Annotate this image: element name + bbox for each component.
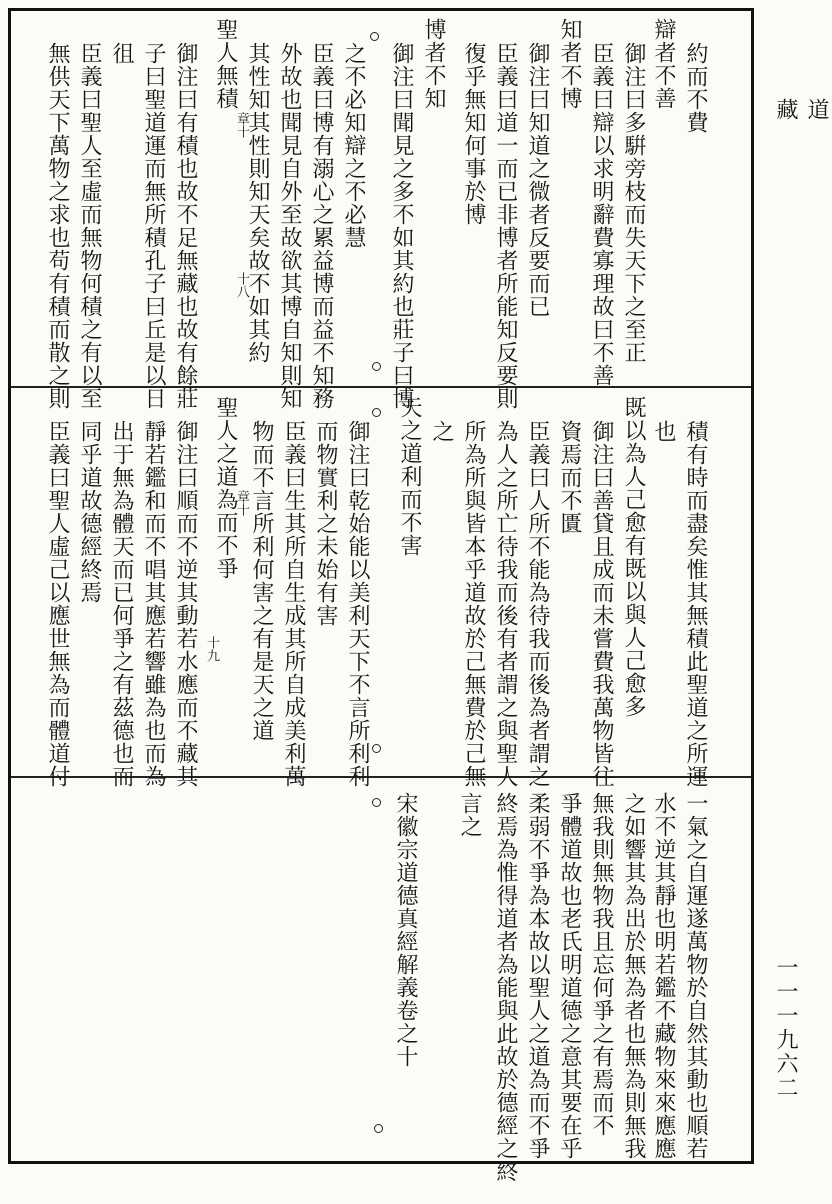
text-column: 終焉為惟得道者為能與此故於德經之終: [493, 792, 518, 1183]
text-column: 知者不博: [557, 18, 582, 110]
text-column: 博者不知: [421, 18, 446, 110]
text-column: 御注曰聞見之多不如其約也莊子曰博: [389, 42, 414, 410]
text-column: 臣義曰聖人至虛而無物何積之有以至: [77, 42, 102, 410]
text-column: 御注曰多騈旁枝而失天下之至正: [621, 42, 646, 364]
text-column: 水不逆其靜也明若鑑不藏物來來應應: [651, 792, 676, 1160]
circle-mark: [372, 744, 381, 753]
text-column: 既以為人己愈有既以與人己愈多: [621, 396, 646, 718]
text-column: 一氣之自運遂萬物於自然其動也順若: [683, 792, 708, 1160]
text-column: 也: [651, 420, 676, 443]
text-column: 所為所與皆本乎道故於己無費於己無: [461, 420, 486, 788]
text-column: 爭體道故也老氏明道德之意其要在乎: [557, 792, 582, 1160]
panel-divider: [11, 386, 751, 388]
text-column: 子曰聖道運而無所積孔子曰丘是以日: [141, 42, 166, 410]
text-column: 為人之所亡待我而後有者謂之與聖人: [493, 420, 518, 788]
text-column: 同乎道故德經終焉: [77, 420, 102, 604]
text-column: 無我則無物我且忘何爭之有焉而不: [589, 792, 614, 1137]
text-column: 徂: [109, 42, 134, 65]
text-column: 其性知其性則知天矣故不如其約: [245, 42, 270, 364]
circle-mark: [372, 408, 381, 417]
text-column: 臣義曰博有溺心之累益博而益不知務: [309, 42, 334, 410]
text-column: 御注曰有積也故不足無藏也故有餘莊: [173, 42, 198, 410]
text-column: 復乎無知何事於博: [461, 42, 486, 226]
text-column: 無供天下萬物之求也苟有積而散之則: [45, 42, 70, 410]
circle-mark: [374, 1124, 383, 1133]
text-column: 出于無為體天而已何爭之有茲德也而: [109, 420, 134, 788]
text-column: 外故也聞見自外至故欲其博自知則知: [277, 42, 302, 410]
chapter-note: 章十: [234, 112, 249, 138]
text-column: 柔弱不爭為本故以聖人之道為而不爭: [525, 792, 550, 1160]
text-column: 御注曰順而不逆其動若水應而不藏其: [173, 420, 198, 788]
circle-mark: [372, 798, 381, 807]
text-column: 御注曰乾始能以美利天下不言所利利: [345, 420, 370, 788]
text-column: 之如響其為出於無為者也無為則無我: [621, 792, 646, 1160]
circle-mark: [370, 32, 379, 41]
chapter-note: 章十: [234, 490, 249, 516]
text-column: 天之道利而不害: [397, 396, 422, 557]
text-column: 言之: [457, 792, 482, 838]
text-column: 聖人之道為而不爭: [213, 396, 238, 580]
chapter-note: 十八: [234, 272, 249, 298]
text-column: 物而不言所利何害之有是天之道: [249, 420, 274, 742]
text-column: 資焉而不匱: [557, 420, 582, 535]
text-column: 靜若鑑和而不唱其應若響雖為也而為: [141, 420, 166, 788]
text-column: 御注曰善貸且成而未嘗費我萬物皆往: [589, 420, 614, 788]
text-column: 臣義曰生其所自生成其所自成美利萬: [281, 420, 306, 788]
text-column: 御注曰知道之微者反要而已: [525, 42, 550, 318]
collection-title: 道藏: [773, 98, 829, 172]
page-number: 一一一九六二: [773, 956, 798, 1100]
text-column: 積有時而盡矣惟其無積此聖道之所運: [683, 420, 708, 788]
text-column: 約而不費: [683, 42, 708, 134]
text-column: 臣義曰辯以求明辭費寡理故曰不善: [589, 42, 614, 387]
text-column: 之: [429, 420, 454, 443]
text-column: 臣義曰人所不能為待我而後為者謂之: [525, 420, 550, 788]
text-column: 臣義曰聖人虛己以應世無為而體道付: [45, 420, 70, 788]
text-column: 聖人無積: [213, 18, 238, 110]
text-column: 辯者不善: [651, 18, 676, 110]
circle-mark: [372, 362, 381, 371]
text-column: 臣義曰道一而已非博者所能知反要則: [493, 42, 518, 410]
volume-end-title: 宋徽宗道德真經解義卷之十: [393, 792, 418, 1068]
text-column: 之不必知辯之不必慧: [341, 42, 366, 249]
text-column: 而物實利之未始有害: [313, 420, 338, 627]
chapter-note: 十九: [204, 636, 219, 662]
